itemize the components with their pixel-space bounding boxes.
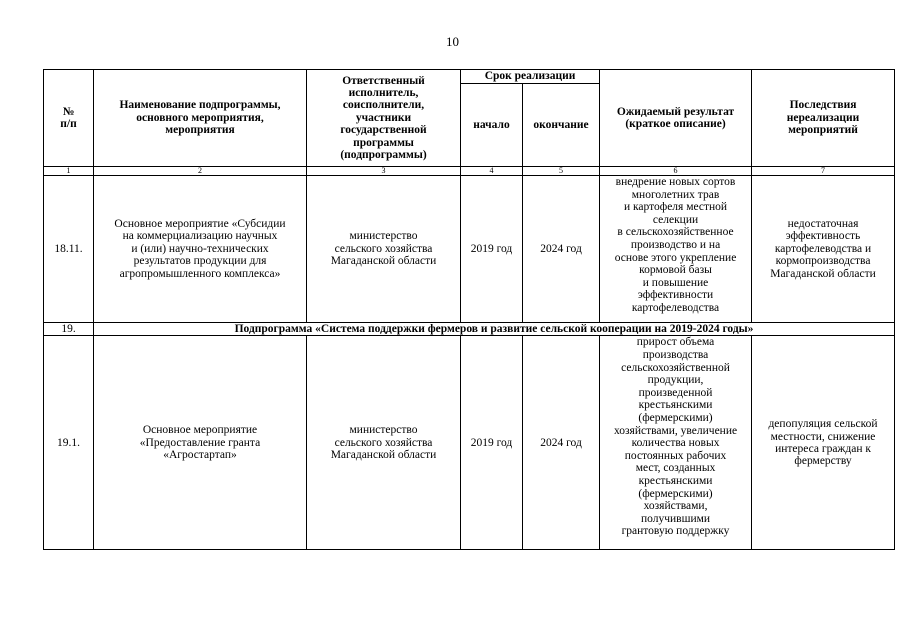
program-table	[43, 69, 895, 550]
row-num: 19.1.	[44, 336, 94, 550]
row-responsible: министерство сельского хозяйства Магаданской области	[307, 176, 461, 323]
row-end: 2024 год	[523, 176, 600, 323]
header-period: Срок реализации	[461, 70, 600, 84]
page-number: 10	[446, 34, 459, 49]
header-responsible: Ответственный исполнитель, соисполнители, участники государственной программы (подпрограммы)	[307, 70, 461, 167]
row-result: прирост объема производства сельскохозяйственной продукции, произведенной крестьянскими (фермерскими) хозяйствами, увеличение количества новых постоянных рабочих мест, созданных крестьянскими (фермерскими) хозяйствами, получившими грантовую поддержку	[600, 336, 752, 550]
column-number: 1	[44, 167, 94, 176]
row-consequences: депопуляция сельской местности, снижение интереса граждан к фермерству	[752, 336, 895, 550]
header-start: начало	[461, 84, 523, 167]
column-number: 6	[600, 167, 752, 176]
row-start: 2019 год	[461, 336, 523, 550]
row-name: Основное мероприятие «Субсидии на коммерциализацию научных и (или) научно-технических результатов продукции для агропромышленного комплекса»	[94, 176, 307, 323]
subprogram-num: 19.	[44, 323, 94, 336]
column-number: 2	[94, 167, 307, 176]
column-number: 5	[523, 167, 600, 176]
header-result: Ожидаемый результат (краткое описание)	[600, 70, 752, 167]
row-num: 18.11.	[44, 176, 94, 323]
subprogram-title: Подпрограмма «Система поддержки фермеров и развитие сельской кооперации на 2019-2024 годы»	[94, 323, 895, 336]
header-row	[44, 70, 895, 84]
column-number: 4	[461, 167, 523, 176]
column-number: 3	[307, 167, 461, 176]
column-number-row	[44, 167, 895, 176]
row-start: 2019 год	[461, 176, 523, 323]
header-num: № п/п	[44, 70, 94, 167]
row-name: Основное мероприятие «Предоставление гранта «Агростартап»	[94, 336, 307, 550]
row-consequences: недостаточная эффективность картофелеводства и кормопроизводства Магаданской области	[752, 176, 895, 323]
table-row	[44, 336, 895, 550]
row-responsible: министерство сельского хозяйства Магаданской области	[307, 336, 461, 550]
header-end: окончание	[523, 84, 600, 167]
subprogram-row	[44, 323, 895, 336]
header-consequences: Последствия нереализации мероприятий	[752, 70, 895, 167]
row-end: 2024 год	[523, 336, 600, 550]
table-row	[44, 176, 895, 323]
header-name: Наименование подпрограммы, основного мероприятия, мероприятия	[94, 70, 307, 167]
column-number: 7	[752, 167, 895, 176]
row-result: внедрение новых сортов многолетних трав и картофеля местной селекции в сельскохозяйственное производство и на основе этого укрепление кормовой базы и повышение эффективности картофелеводства	[600, 176, 752, 323]
